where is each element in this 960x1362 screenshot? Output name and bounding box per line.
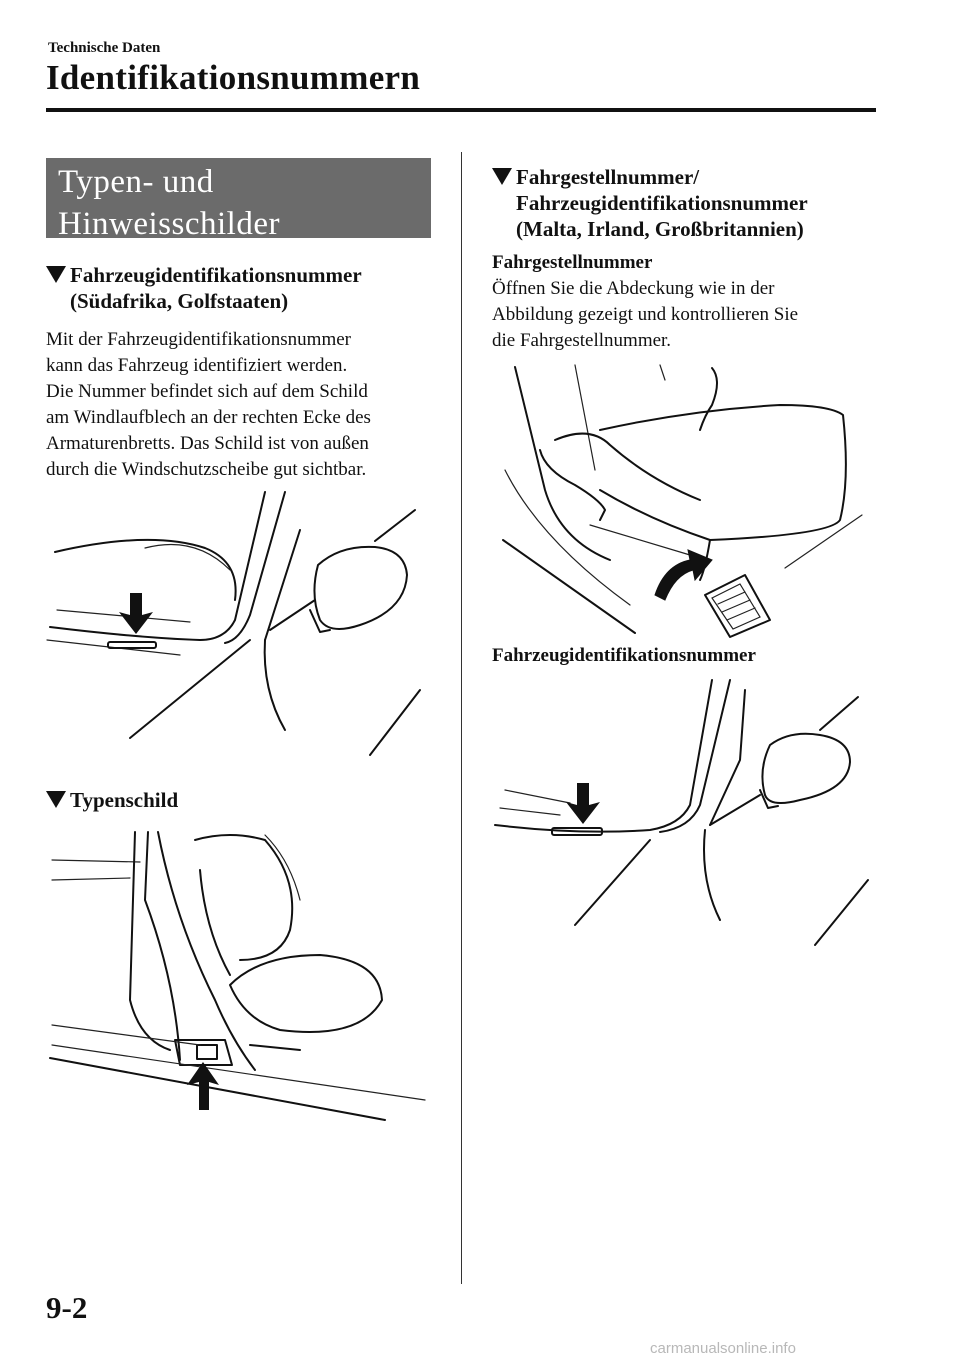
heading-text: Fahrgestellnummer/ <box>516 165 700 189</box>
vin-label: Fahrzeugidentifikationsnummer <box>492 645 756 666</box>
heading-text: Typenschild <box>70 788 179 812</box>
paragraph-line: Öffnen Sie die Abdeckung wie in der <box>492 278 775 299</box>
section-title-line2: Hinweisschilder <box>58 206 280 242</box>
heading-text: (Malta, Irland, Großbritannien) <box>516 217 804 241</box>
paragraph-line: kann das Fahrzeug identifiziert werden. <box>46 355 348 376</box>
paragraph-line: durch die Windschutzscheibe gut sichtbar. <box>46 459 367 480</box>
heading-text: Fahrzeugidentifikationsnummer <box>516 191 808 215</box>
paragraph-line: Mit der Fahrzeugidentifikationsnummer <box>46 329 351 350</box>
chassis-number-label: Fahrgestellnummer <box>492 252 653 273</box>
chapter-label: Technische Daten <box>48 40 161 56</box>
paragraph-line: Armaturenbretts. Das Schild ist von außen <box>46 433 369 454</box>
section-title-line1: Typen- und <box>58 164 214 200</box>
heading-text: Fahrzeugidentifikationsnummer <box>70 263 362 287</box>
paragraph-line: Abbildung gezeigt und kontrollieren Sie <box>492 304 799 325</box>
page-number: 9-2 <box>46 1290 88 1325</box>
arrow-down-icon <box>566 783 600 824</box>
watermark: carmanualsonline.info <box>650 1340 796 1357</box>
paragraph-line: Die Nummer befindet sich auf dem Schild <box>46 381 368 402</box>
paragraph-line: die Fahrgestellnummer. <box>492 330 672 351</box>
page-title: Identifikationsnummern <box>46 58 421 97</box>
heading-text: (Südafrika, Golfstaaten) <box>70 289 289 313</box>
paragraph-line: am Windlaufblech an der rechten Ecke des <box>46 407 371 428</box>
